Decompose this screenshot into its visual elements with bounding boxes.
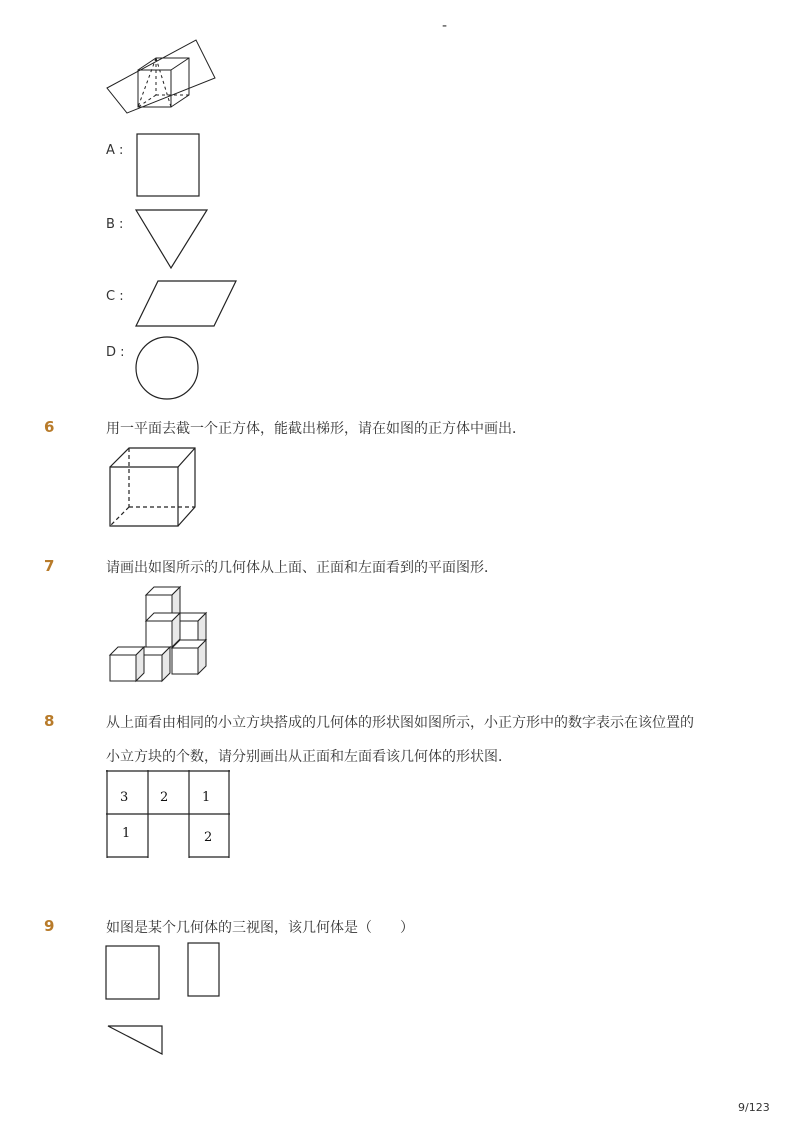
question-6-number: 6 xyxy=(44,418,55,436)
q9-front-view-square xyxy=(106,946,159,999)
grid-cell-r1c2: 2 xyxy=(160,790,169,805)
question-8-text-line2: 小立方块的个数，请分别画出从正面和左面看该几何体的形状图． xyxy=(106,749,512,765)
q9-side-view-rect xyxy=(188,943,219,996)
grid-cell-r1c1: 3 xyxy=(120,790,129,805)
page-number: 9/123 xyxy=(738,1101,770,1114)
question-7-number: 7 xyxy=(44,557,55,575)
option-c-label: C : xyxy=(106,289,124,304)
grid-cell-r2c1: 1 xyxy=(122,826,131,841)
question-8-number: 8 xyxy=(44,712,55,730)
option-b-label: B : xyxy=(106,217,124,232)
q9-top-view-triangle xyxy=(108,1026,162,1054)
question-8-text-line1: 从上面看由相同的小立方块搭成的几何体的形状图如图所示，小正方形中的数字表示在该位置的 xyxy=(106,715,694,731)
question-7-text: 请画出如图所示的几何体从上面、正面和左面看到的平面图形． xyxy=(106,560,498,576)
option-d-label: D : xyxy=(106,345,125,360)
question-6-text: 用一平面去截一个正方体，能截出梯形，请在如图的正方体中画出． xyxy=(106,421,526,437)
question-9-number: 9 xyxy=(44,917,55,935)
question-9-text: 如图是某个几何体的三视图，该几何体是（ ） xyxy=(106,920,414,936)
option-a-label: A : xyxy=(106,143,124,158)
header-mark: - xyxy=(442,18,448,34)
grid-cell-r1c3: 1 xyxy=(202,790,211,805)
grid-cell-r2c3: 2 xyxy=(204,830,213,845)
